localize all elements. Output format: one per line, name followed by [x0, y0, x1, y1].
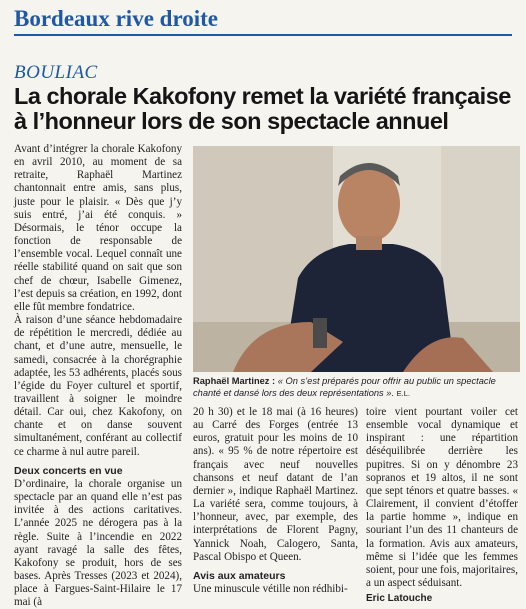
- article-column-2: [193, 406, 358, 596]
- article-column-1: [14, 143, 182, 609]
- paragraph-intro: Avant d’intégrer la chorale Kakofony en avril 2010, au moment de sa retraite, Raphaël Martinez chantonnait entre amis, sans plus, juste pour le plaisir. « Dès que j’y suis entré, j’ai été conquis. » Désormais, le ténor occupe la fonction de responsable de l’ensemble vocal. Lequel connaît une réelle stabilité quand on sait que son chef de chœur, Isabelle Gimenez, l’est depuis sa création, en 1992, dont elle fût membre fondatrice.: [14, 143, 182, 313]
- paragraph-dates: 20 h 30) et le 18 mai (à 16 heures) au Carré des Forges (entrée 13 euros, gratuit pour les moins de 10 ans). « 95 % de notre répertoire est français avec neuf nouvelles chansons et neuf datant de l’an dernier », indique Raphaël Martinez. La variété sera, comme toujours, à l’honneur, avec, par exemple, des interprétations de Florent Pagny, Yannick Noah, Calogero, Santa, Pascal Obispo et Queen.: [193, 406, 358, 563]
- subhead-concerts: Deux concerts en vue: [14, 464, 123, 477]
- caption-text: « On s’est préparés pour offrir au public un spectacle chanté et dansé lors des deux représentations ».: [193, 376, 496, 398]
- paragraph-amateurs-end: toire vient pourtant voiler cet ensemble vocal dynamique et inspirant : une répartition déséquilibrée derrière les pupitres. Si on y dénombre 23 sopranos et 19 altos, il ne sont que sept ténors et quatre basses. « Clairement, il convient d’étoffer la partie homme », indique en souriant l’un des 11 chanteurs de la formation. Avis aux amateurs, même si l’idée que les femmes soient, pour une fois, majoritaires, a un aspect séduisant.: [366, 406, 518, 590]
- paragraph-rehearsal: À raison d’une séance hebdomadaire de répétition le mercredi, dédiée au chant, et d’une autre, mensuelle, le samedi, consacrée à la chorégraphie adaptée, les 53 adhérents, placés sous l’égide du Foyer culturel et sportif, travaillent à soigner le moindre détail. Car oui, chez Kakofony, on chante et on danse souvent simultanément, conférant au collectif ce charme à nul autre pareil.: [14, 314, 182, 458]
- article-headline: La chorale Kakofony remet la variété française à l’honneur lors de son spectacle annuel: [14, 83, 511, 134]
- article-kicker: BOULIAC: [14, 62, 98, 83]
- article-photo: [193, 146, 520, 372]
- paragraph-concerts: D’ordinaire, la chorale organise un spectacle par an quand elle n’est pas invitée à des actions caritatives. L’année 2025 ne dérogera pas à la règle. Suite à l’incendie en 2022 ayant ravagé la salle des fêtes, Kakofony se produit, hors de ses bases. Après Tresses (2023 et 2024), place à Fargues-Saint-Hilaire le 17 mai (à: [14, 477, 182, 609]
- article-author: Eric Latouche: [366, 593, 433, 605]
- subhead-amateurs: Avis aux amateurs: [193, 569, 286, 582]
- caption-name: Raphaël Martinez :: [193, 376, 276, 386]
- photo-caption: [193, 375, 520, 400]
- photo-man-portrait: [193, 146, 520, 372]
- paragraph-amateurs-start: Une minuscule vétille non rédhibi-: [193, 583, 348, 596]
- section-title: Bordeaux rive droite: [14, 6, 512, 36]
- caption-credit: E.L.: [396, 389, 410, 398]
- article-column-3: [366, 406, 518, 605]
